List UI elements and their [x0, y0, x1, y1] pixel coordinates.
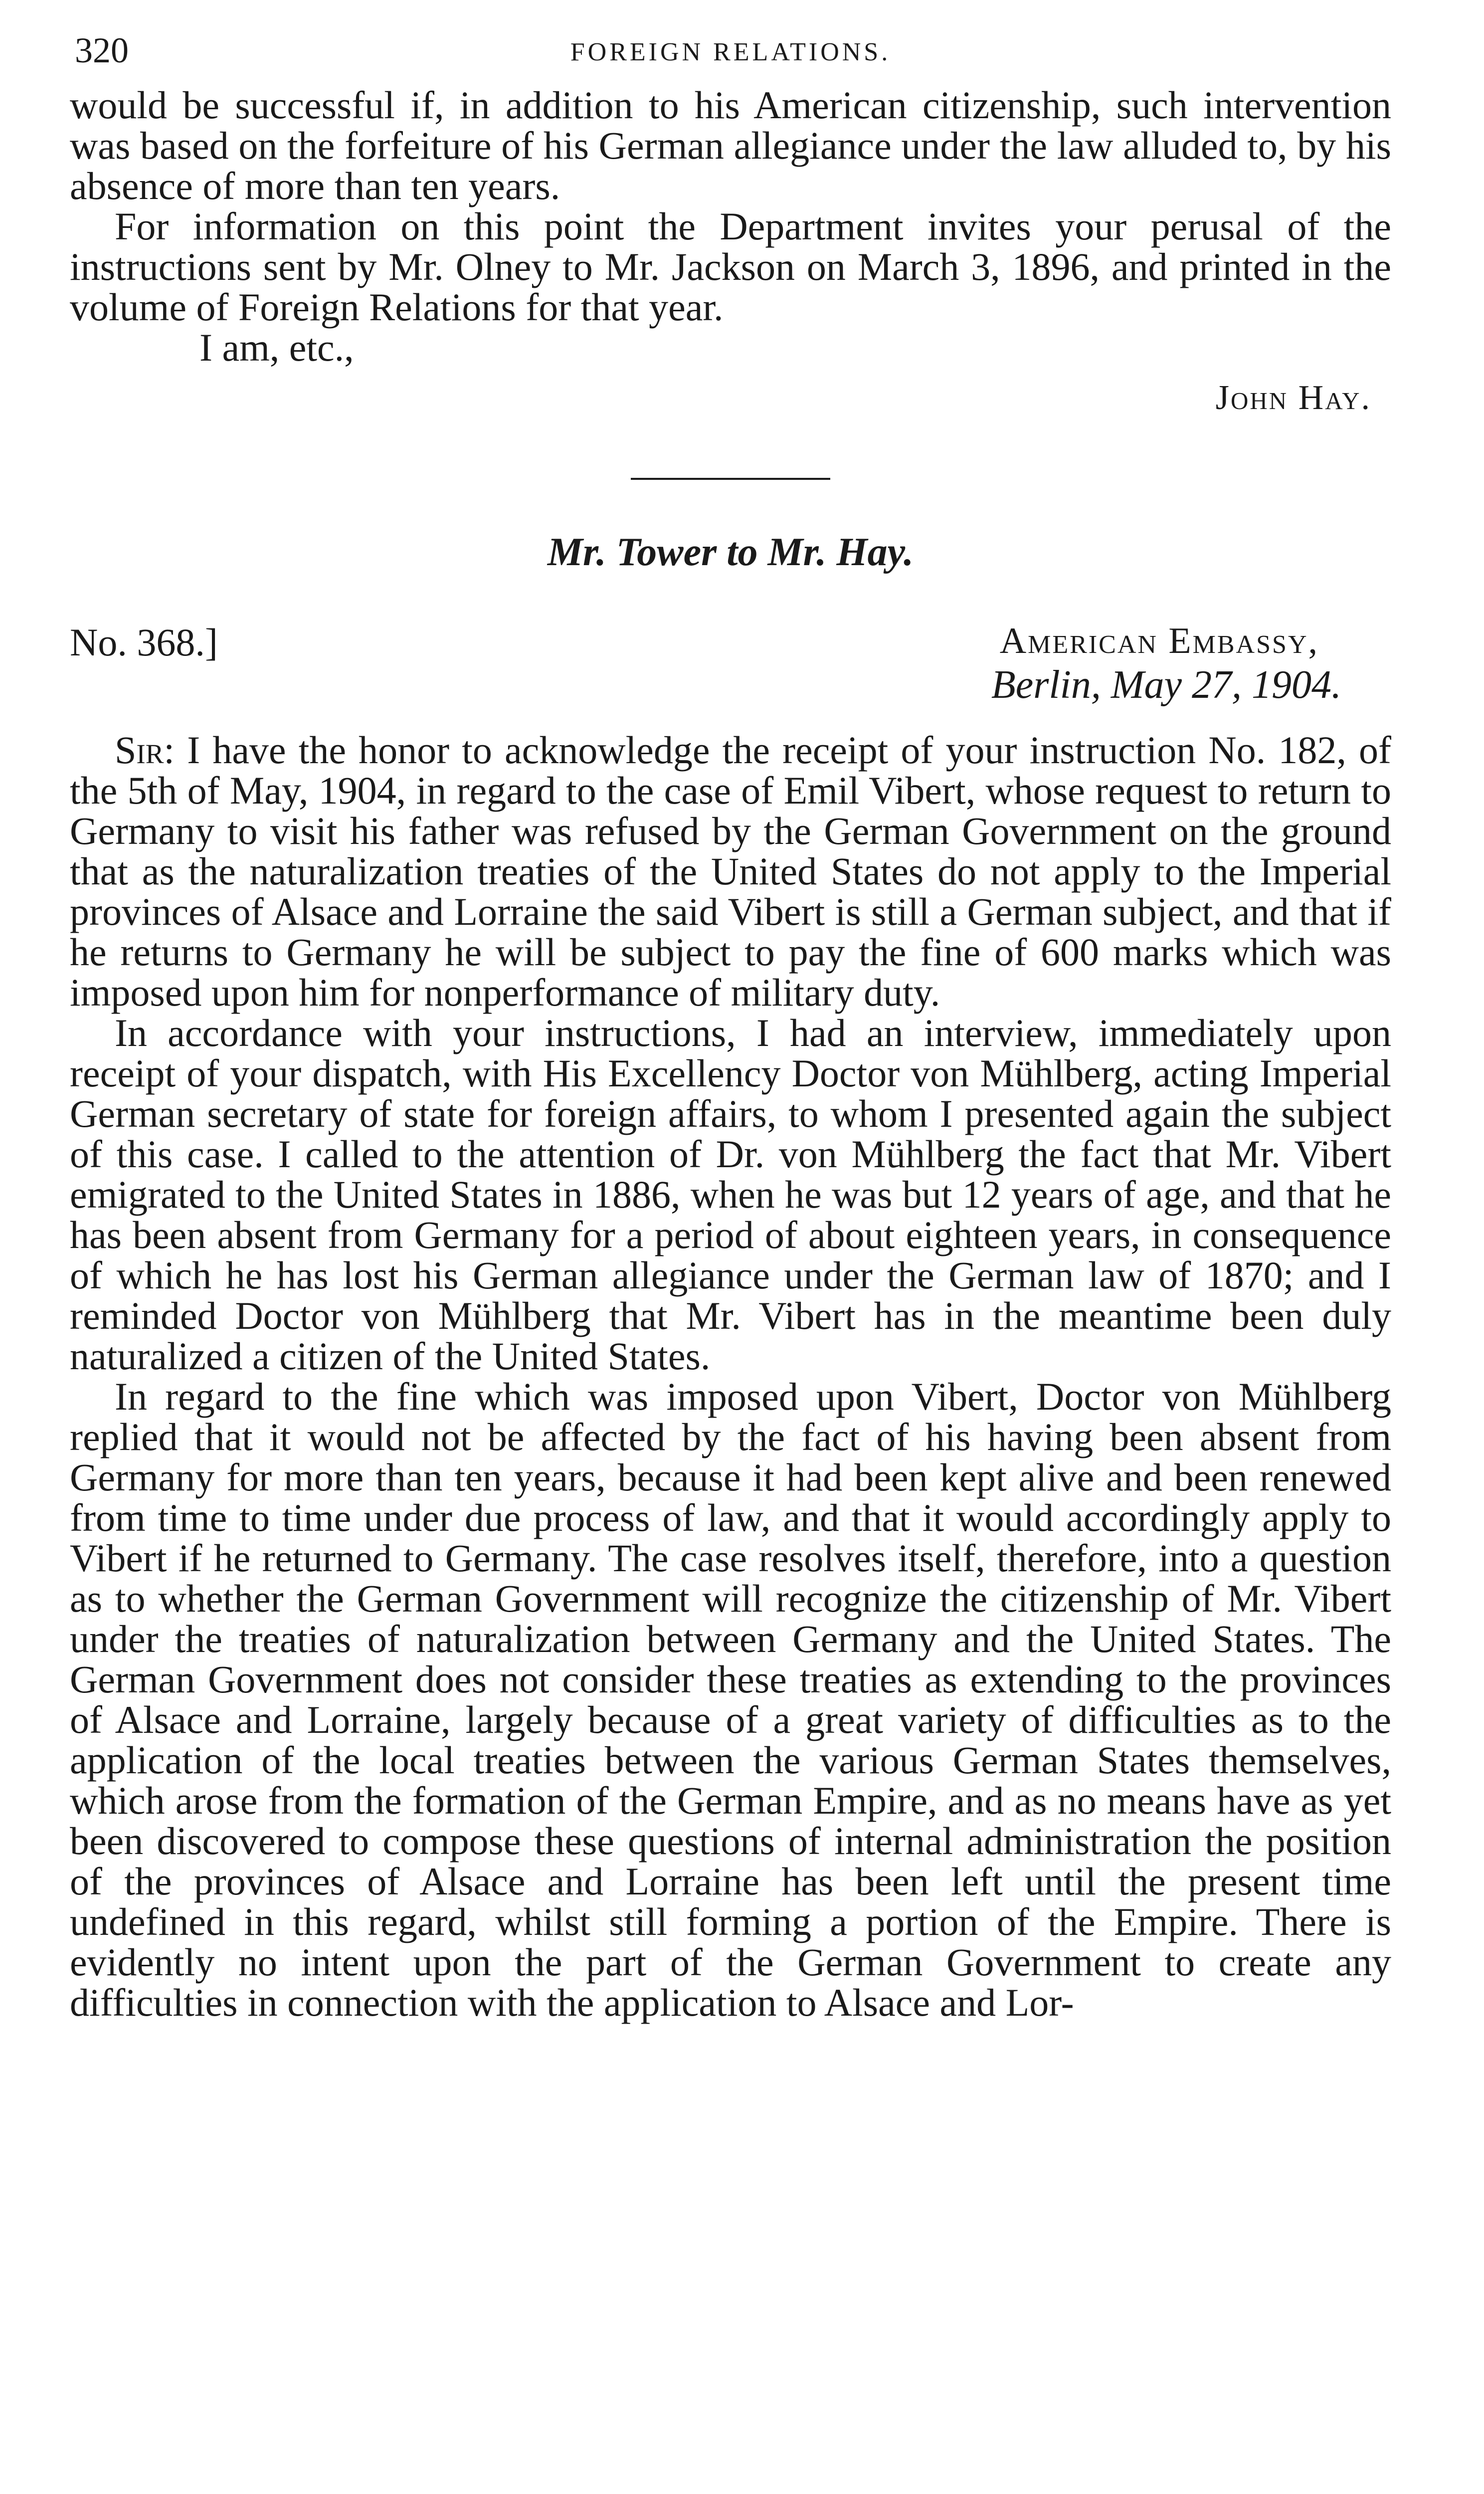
section-divider — [631, 478, 830, 480]
continuation-paragraph: would be successful if, in addition to his American citizenship, such intervention was based on the forfeiture of his German allegiance under the law alluded to, by his absence of more than ten years. — [70, 83, 1391, 208]
page-header — [70, 20, 1391, 85]
letter-dateline — [70, 620, 1391, 710]
document-number: No. 368.] — [70, 621, 218, 664]
previous-letter-continuation — [70, 85, 1391, 418]
letter-paragraph-1 — [70, 730, 1391, 1013]
letter-paragraph-2: In accordance with your instructions, I had an interview, immediately upon receipt of your dispatch, with His Excellency Doctor von Mühlberg, acting Imperial German secretary of state for foreign affairs, to whom I presented again the subject of this case. I called to the attention of Dr. von Mühlberg the fact that Mr. Vibert emigrated to the United States in 1886, when he was but 12 years of age, and that he has been absent from Germany for a period of about eighteen years, in consequence of which he has lost his German allegiance under the German law of 1870; and I reminded Doctor von Mühlberg that Mr. Vibert has in the meantime been duly naturalized a citizen of the United States. — [70, 1011, 1391, 1378]
running-head: FOREIGN RELATIONS. — [570, 38, 891, 66]
place-and-date: Berlin, May 27, 1904. — [991, 663, 1341, 707]
page-number: 320 — [75, 30, 129, 70]
paragraph-1-text: I have the honor to acknowledge the receipt of your instruction No. 182, of the 5th of May, 1904, in regard to the case of Emil Vibert, whose request to return to Germany to visit his father was refused by the German Government on the ground that as the naturalization treaties of the United States do not apply to the Imperial provinces of Alsace and Lorraine the said Vibert is still a German subject, and that if he returns to Germany he will be subject to pay the fine of 600 marks which was imposed upon him for nonperformance of military duty. — [70, 728, 1391, 1014]
letter-title: Mr. Tower to Mr. Hay. — [547, 530, 914, 574]
information-paragraph: For information on this point the Department invites your perusal of the instructions sent by Mr. Olney to Mr. Jackson on March 3, 1896, and printed in the volume of Foreign Relations for that year. — [70, 205, 1391, 329]
signature: John Hay. — [1215, 379, 1371, 417]
embassy-name: American Embassy, — [999, 621, 1319, 661]
document-page — [70, 20, 1391, 2023]
closing-line: I am, etc., — [199, 326, 354, 369]
letter-paragraph-3: In regard to the fine which was imposed upon Vibert, Doctor von Mühlberg replied that it would not be affected by the fact of his having been absent from Germany for more than ten years, because it had been kept alive and been renewed from time to time under due process of law, and that it would accordingly apply to Vibert if he returned to Germany. The case resolves itself, therefore, into a question as to whether the German Government will recognize the citizenship of Mr. Vibert under the treaties of naturalization between Germany and the United States. The German Government does not consider these treaties as extending to the provinces of Alsace and Lorraine, largely because of a great variety of difficulties as to the application of the local treaties between the various German States themselves, which arose from the formation of the German Empire, and as no means have as yet been discovered to compose these questions of internal administration the position of the provinces of Alsace and Lorraine has been left until the present time undefined in this regard, whilst still forming a portion of the Empire. There is evidently no intent upon the part of the German Government to create any difficulties in connection with the application to Alsace and Lor- — [70, 1375, 1391, 2024]
letter-body — [70, 730, 1391, 2023]
salutation: Sir: — [115, 728, 175, 772]
